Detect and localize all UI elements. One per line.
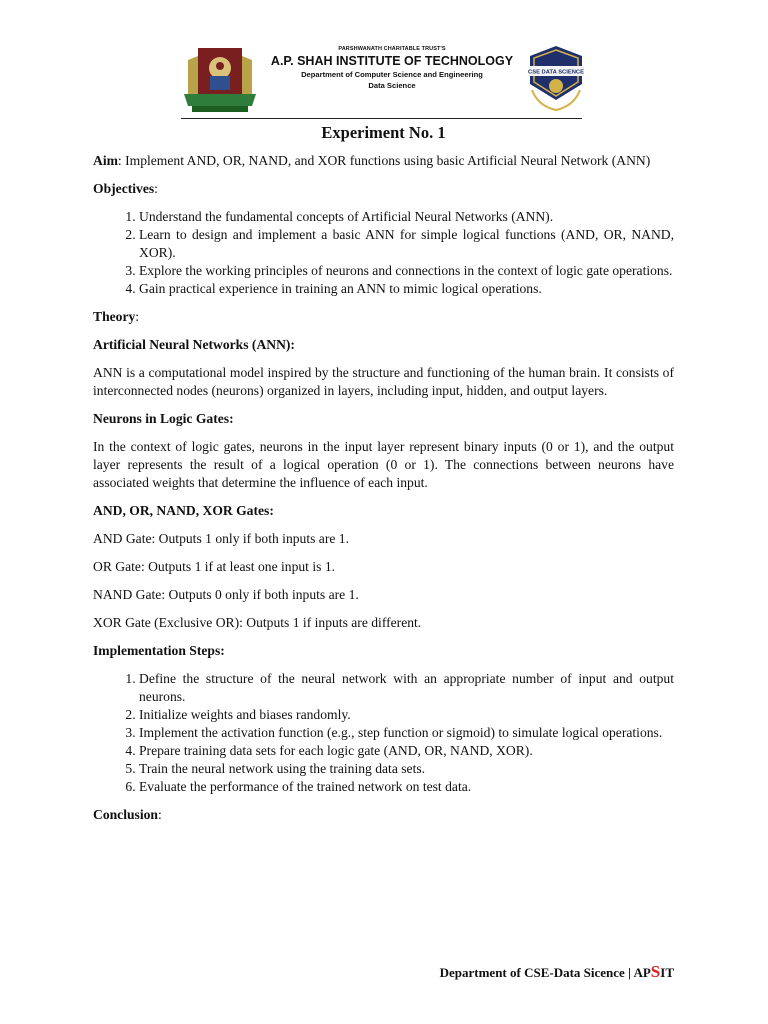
theory-label: Theory bbox=[93, 309, 136, 324]
objectives-label: Objectives bbox=[93, 181, 155, 196]
objectives-list bbox=[93, 208, 674, 298]
institute-name-block bbox=[264, 45, 520, 91]
theory-heading bbox=[93, 308, 674, 326]
list-item: 3. Implement the activation function (e.g., step function or sigmoid) to simulate logical operations. bbox=[139, 724, 674, 742]
list-item: 4. Gain practical experience in training an ANN to mimic logical operations. bbox=[139, 280, 674, 298]
svg-text:CSE DATA SCIENCE: CSE DATA SCIENCE bbox=[528, 69, 584, 76]
letterhead bbox=[180, 42, 588, 118]
objectives-colon: : bbox=[154, 181, 158, 196]
ann-paragraph: ANN is a computational model inspired by the structure and functioning of the human brain. It consists of interconnected nodes (neurons) organized in layers, including input, hidden, and output layers. bbox=[93, 365, 674, 398]
institute-name: A.P. SHAH INSTITUTE OF TECHNOLOGY bbox=[270, 54, 514, 68]
neurons-heading: Neurons in Logic Gates: bbox=[93, 411, 234, 426]
neurons-paragraph: In the context of logic gates, neurons in the input layer represent binary inputs (0 or 1), and the output layer represents the result of a logical operation (0 or 1). The connections between neurons have associated weights that determine the influence of each input. bbox=[93, 439, 674, 490]
xor-gate-text: XOR Gate (Exclusive OR): Outputs 1 if inputs are different. bbox=[93, 615, 422, 630]
footer-suffix: IT bbox=[660, 965, 674, 980]
page-footer bbox=[440, 962, 674, 982]
ann-heading: Artificial Neural Networks (ANN): bbox=[93, 337, 295, 352]
experiment-title: Experiment No. 1 bbox=[321, 123, 446, 142]
document-body bbox=[93, 122, 674, 834]
aim-label: Aim bbox=[93, 153, 118, 168]
list-item: 6. Evaluate the performance of the trained network on test data. bbox=[139, 778, 674, 796]
nand-gate-text: NAND Gate: Outputs 0 only if both inputs are 1. bbox=[93, 587, 359, 602]
list-item: 2. Initialize weights and biases randomly. bbox=[139, 706, 674, 724]
and-gate-text: AND Gate: Outputs 1 only if both inputs are 1. bbox=[93, 531, 349, 546]
list-item: 4. Prepare training data sets for each logic gate (AND, OR, NAND, XOR). bbox=[139, 742, 674, 760]
theory-colon: : bbox=[135, 309, 140, 324]
conclusion-colon: : bbox=[157, 807, 162, 822]
steps-heading: Implementation Steps: bbox=[93, 643, 225, 658]
objectives-heading bbox=[93, 180, 674, 198]
list-item: 5. Train the neural network using the training data sets. bbox=[139, 760, 674, 778]
institute-logo bbox=[182, 46, 258, 114]
footer-accent-letter: S bbox=[650, 962, 661, 981]
header-rule bbox=[181, 118, 582, 119]
footer-text: Department of CSE-Data Sicence | AP bbox=[439, 965, 651, 980]
list-item: 1. Define the structure of the neural network with an appropriate number of input and output neurons. bbox=[139, 670, 674, 706]
cse-data-science-badge bbox=[524, 44, 588, 114]
gates-heading: AND, OR, NAND, XOR Gates: bbox=[93, 503, 274, 518]
list-item: 2. Learn to design and implement a basic ANN for simple logical functions (AND, OR, NAND, XOR). bbox=[139, 226, 674, 262]
trust-name: PARSHWANATH CHARITABLE TRUST'S bbox=[338, 46, 446, 52]
department-name: Department of Computer Science and Engineering bbox=[301, 70, 483, 79]
aim-text: : Implement AND, OR, NAND, and XOR functions using basic Artificial Neural Network (ANN) bbox=[117, 153, 651, 168]
steps-list bbox=[93, 670, 674, 796]
or-gate-text: OR Gate: Outputs 1 if at least one input is 1. bbox=[93, 559, 336, 574]
conclusion-label: Conclusion bbox=[93, 807, 158, 822]
conclusion-heading bbox=[93, 806, 674, 824]
aim-paragraph bbox=[93, 152, 674, 170]
list-item: 3. Explore the working principles of neurons and connections in the context of logic gate operations. bbox=[139, 262, 674, 280]
branch-name: Data Science bbox=[368, 81, 416, 90]
list-item: 1. Understand the fundamental concepts of Artificial Neural Networks (ANN). bbox=[139, 208, 674, 226]
